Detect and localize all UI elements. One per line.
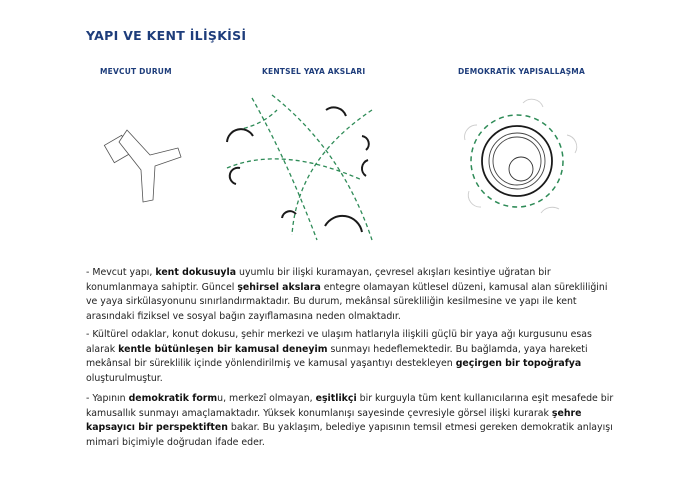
bold-span: kentle bütünleşen bir kamusal deneyim [118,343,328,355]
page-title: YAPI VE KENT İLİŞKİSİ [86,28,247,43]
outer-context-arc-3 [567,135,577,153]
text-span: - Mevcut yapı, [86,267,156,278]
text-span: uyumlu bir ilişki kuramayan, çevresel akışları kesintiye uğratan bir konumlanmaya sahiptir. Güncel [86,267,551,293]
outer-context-arc-1 [465,125,477,140]
outer-context-arc-2 [523,99,543,107]
diagram-demokratik-yapisallasma [455,95,585,225]
outer-circle [482,126,552,196]
diagram-kentsel-yaya-akslari [222,90,382,245]
outer-context-arc-5 [468,191,481,207]
text-span: entegre olamayan kütlesel düzeni, kamusal alan sürekliliğini ve yaya sirkülasyonunu sınırlandırmaktadır. Bu durum, mekânsal sürekliliğin kesilmesine ve yapı ile kent arasındaki fiziksel ve sosyal bağın zayıflamasına neden olmaktadır. [86,281,608,322]
diagram-label-demokratik-yapisallasma: DEMOKRATİK YAPISALLAŞMA [458,67,585,76]
diagram-label-mevcut-durum: MEVCUT DURUM [100,67,172,76]
arc-node-4 [362,160,368,176]
diagram-label-kentsel-yaya-akslari: KENTSEL YAYA AKSLARI [262,67,366,76]
pedestrian-axis-1 [252,98,317,240]
text-span: bir kurguyla tüm kent kullanıcılarına eşit mesafede bir kamusallık sunmayı amaçlamaktadır. Yüksek konumlanışı sayesinde çevresiyle görsel ilişki kurarak [86,393,614,419]
bold-span: geçirgen bir topoğrafya [455,358,582,370]
outer-context-arc-4 [541,207,559,213]
pedestrian-axis-5 [237,110,277,130]
paragraph-mevcut-durum [86,266,614,324]
pedestrian-axis-3 [227,159,362,180]
dashed-ring [471,115,563,207]
text-span: u, merkezî olmayan, [217,393,316,404]
bold-span: demokratik form [128,393,218,404]
paragraph-demokratik [86,392,614,450]
text-span: bakar. Bu yaklaşım, belediye yapısının temsil etmesi gereken demokratik anlayışı mimari biçimiyle doğrudan ifade eder. [86,422,613,448]
arc-node-7 [325,216,362,232]
pedestrian-axis-2 [292,110,372,235]
arc-node-2 [326,107,346,116]
diagram-mevcut-durum [95,110,205,220]
bold-span: kent dokusuyla [155,267,237,278]
arc-node-3 [362,136,369,150]
inner-circle [493,137,541,185]
text-span: sunmayı hedeflemektedir. Bu bağlamda, yaya hareketi mekânsal bir süreklilik içinde yönlendirilmiş ve kamusal yaşantıyı destekleyen [86,343,588,370]
bold-span: şehre kapsayıcı bir perspektiften [86,407,582,434]
text-span: - Kültürel odaklar, konut dokusu, şehir merkezi ve ulaşım hatlarıyla ilişkili güçlü bir yaya ağı kurgusunu esas alarak [86,329,592,355]
bold-span: eşitlikçi [315,393,357,404]
paragraph-kentsel-yaya [86,328,614,386]
arc-node-5 [230,168,240,184]
core-circle [509,157,533,181]
bold-span: şehirsel akslara [237,281,321,293]
text-span: oluşturulmuştur. [86,372,163,384]
arc-node-1 [227,129,253,142]
y-building-shape [119,130,181,202]
text-span: - Yapının [86,393,129,404]
